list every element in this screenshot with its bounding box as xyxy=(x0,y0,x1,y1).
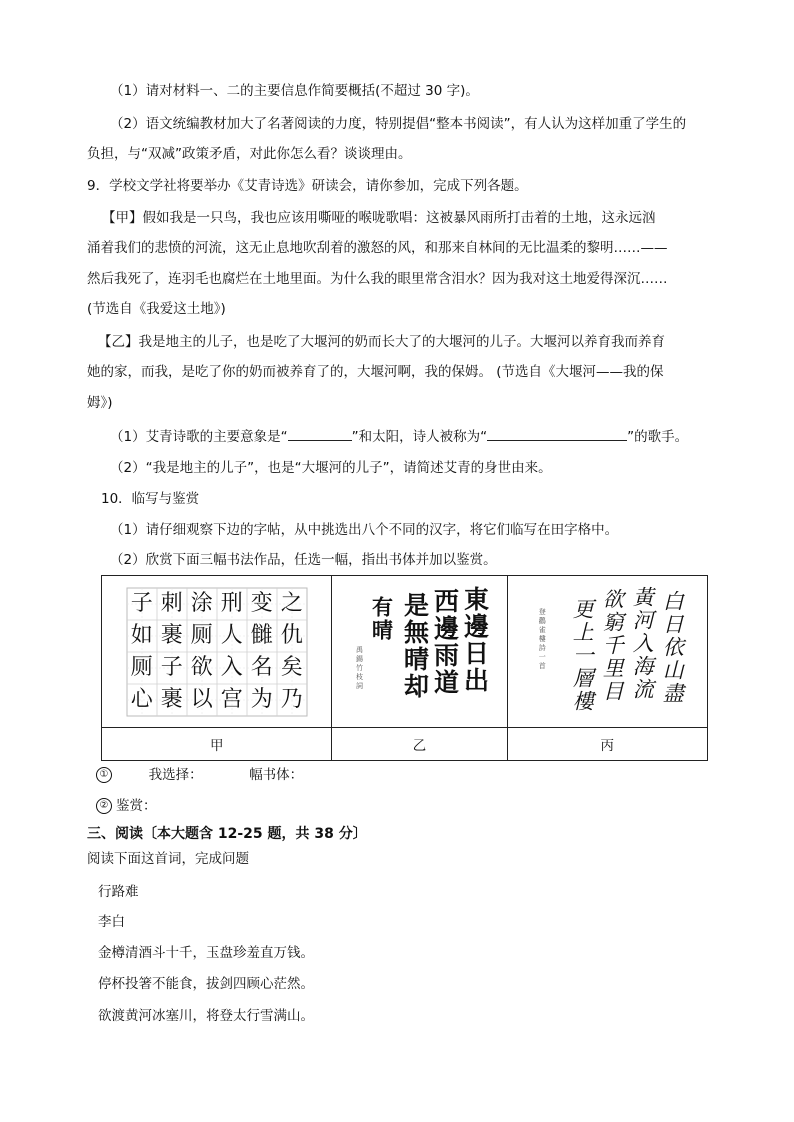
q10-sub2: （2）欣赏下面三幅书法作品，任选一幅，指出书体并加以鉴赏。 xyxy=(110,552,497,568)
circle-num-1: ① xyxy=(96,767,112,783)
copybook-char: 仇 xyxy=(280,622,303,648)
panel-yi xyxy=(332,576,507,728)
q10-choice xyxy=(96,766,303,784)
panel-bing xyxy=(507,576,707,728)
q9-sub1-text-c: ”的歌手。 xyxy=(627,429,689,445)
panel-bing-col3: 欲窮千里目 xyxy=(600,587,625,703)
q10-stem: 10．临写与鉴赏 xyxy=(101,491,200,507)
copybook-char: 刑 xyxy=(220,590,243,616)
poem-author: 李白 xyxy=(98,914,125,930)
panel-bing-col4: 更上一層樓 xyxy=(570,597,595,713)
copybook-char: 变 xyxy=(250,590,273,616)
copybook-char: 乃 xyxy=(280,686,303,712)
poem-line-3: 欲渡黄河冰塞川，将登太行雪满山。 xyxy=(98,1008,314,1024)
panel-bing-col1: 白日依山盡 xyxy=(660,589,685,705)
copybook-char: 如 xyxy=(130,622,153,648)
q9-jia-source: (节选自《我爱这土地》) xyxy=(87,301,226,317)
copybook-char: 人 xyxy=(220,622,243,648)
panel-yi-col3: 是無晴却 xyxy=(400,591,430,700)
copybook-char: 名 xyxy=(250,654,273,680)
copybook-char: 入 xyxy=(220,654,243,680)
q9-yi-line1: 【乙】我是地主的儿子，也是吃了大堰河的奶而长大了的大堰河的儿子。大堰河以养育我而养育 xyxy=(98,334,665,350)
copybook-char: 厕 xyxy=(130,654,153,680)
section3-intro: 阅读下面这首词，完成问题 xyxy=(87,851,249,867)
panel-jia xyxy=(102,576,332,728)
circle-num-2: ② xyxy=(96,798,112,814)
section3-title: 三、阅读〔本大题含 12-25 题，共 38 分〕 xyxy=(87,826,367,842)
copybook-char: 子 xyxy=(130,590,153,616)
copybook-char: 矣 xyxy=(280,654,303,680)
copybook-char: 裹 xyxy=(160,686,183,712)
q9-sub2: （2）“我是地主的儿子”，也是“大堰河的儿子”，请简述艾青的身世由来。 xyxy=(110,460,552,476)
copybook-char: 刺 xyxy=(160,590,183,616)
q9-blank-title[interactable] xyxy=(487,427,627,441)
q8-sub2-line1: （2）语文统编教材加大了名著阅读的力度，特别提倡“整本书阅读”，有人认为这样加重了学生的 xyxy=(110,116,687,132)
q10-appreciation-label: 鉴赏： xyxy=(116,798,157,814)
copybook-char: 裹 xyxy=(160,622,183,648)
q9-yi-line3: 姆》) xyxy=(87,395,113,411)
q9-sub1 xyxy=(110,427,688,446)
q9-sub1-text-b: ”和太阳，诗人被称为“ xyxy=(351,429,488,445)
q9-sub1-text-a: （1）艾青诗歌的主要意象是“ xyxy=(110,429,288,445)
panel-yi-col2: 西邊雨道 xyxy=(430,587,460,696)
copybook-char: 欲 xyxy=(190,654,213,680)
copybook-char: 以 xyxy=(190,686,213,712)
caption-yi: 乙 xyxy=(332,728,507,761)
copybook-char: 厕 xyxy=(190,622,213,648)
calligraphy-table xyxy=(101,575,708,761)
panel-jia-grid xyxy=(126,587,308,717)
copybook-char: 子 xyxy=(160,654,183,680)
q10-choice-label-a: 我选择： xyxy=(148,767,203,783)
q9-jia-line3: 然后我死了，连羽毛也腐烂在土地里面。为什么我的眼里常含泪水？因为我对这土地爱得深沉…… xyxy=(87,271,668,287)
q9-jia-line2: 涌着我们的悲愤的河流，这无止息地吹刮着的激怒的风，和那来自林间的无比温柔的黎明……—— xyxy=(87,240,668,256)
poem-line-1: 金樽清酒斗十千，玉盘珍羞直万钱。 xyxy=(98,945,314,961)
q9-jia-line1: 【甲】假如我是一只鸟，我也应该用嘶哑的喉咙歌唱：这被暴风雨所打击着的土地，这永远汹 xyxy=(102,210,656,226)
poem-line-2: 停杯投箸不能食，拔剑四顾心茫然。 xyxy=(98,976,314,992)
panel-bing-seal: 登鸛雀樓詩一首 xyxy=(538,607,547,671)
caption-jia: 甲 xyxy=(102,728,332,761)
q8-sub1: （1）请对材料一、二的主要信息作简要概括(不超过 30 字)。 xyxy=(110,83,479,99)
q10-sub1: （1）请仔细观察下边的字帖，从中挑选出八个不同的汉字，将它们临写在田字格中。 xyxy=(110,522,619,538)
q9-yi-line2: 她的家，而我，是吃了你的奶而被养育了的，大堰河啊，我的保姆。 (节选自《大堰河——我的保 xyxy=(87,364,664,380)
q10-choice-label-b: 幅书体： xyxy=(249,767,304,783)
caption-bing: 丙 xyxy=(507,728,707,761)
copybook-char: 雠 xyxy=(250,622,273,648)
q8-sub2-line2: 负担，与“双减”政策矛盾，对此你怎么看？谈谈理由。 xyxy=(87,146,412,162)
q10-appreciation xyxy=(96,797,157,815)
panel-yi-seal: 禹錫竹枝詞 xyxy=(355,645,364,691)
poem-title: 行路难 xyxy=(98,884,139,900)
copybook-char: 之 xyxy=(280,590,303,616)
copybook-char: 涂 xyxy=(190,590,213,616)
q9-blank-image[interactable] xyxy=(288,427,352,441)
copybook-char: 心 xyxy=(130,686,153,712)
q9-stem: 9．学校文学社将要举办《艾青诗选》研读会，请你参加，完成下列各题。 xyxy=(87,178,528,194)
panel-yi-col4: 有晴 xyxy=(369,595,395,642)
copybook-char: 为 xyxy=(250,686,273,712)
panel-bing-col2: 黃河入海流 xyxy=(630,585,655,701)
panel-yi-col1: 東邊日出 xyxy=(460,585,490,694)
copybook-char: 宫 xyxy=(220,686,243,712)
